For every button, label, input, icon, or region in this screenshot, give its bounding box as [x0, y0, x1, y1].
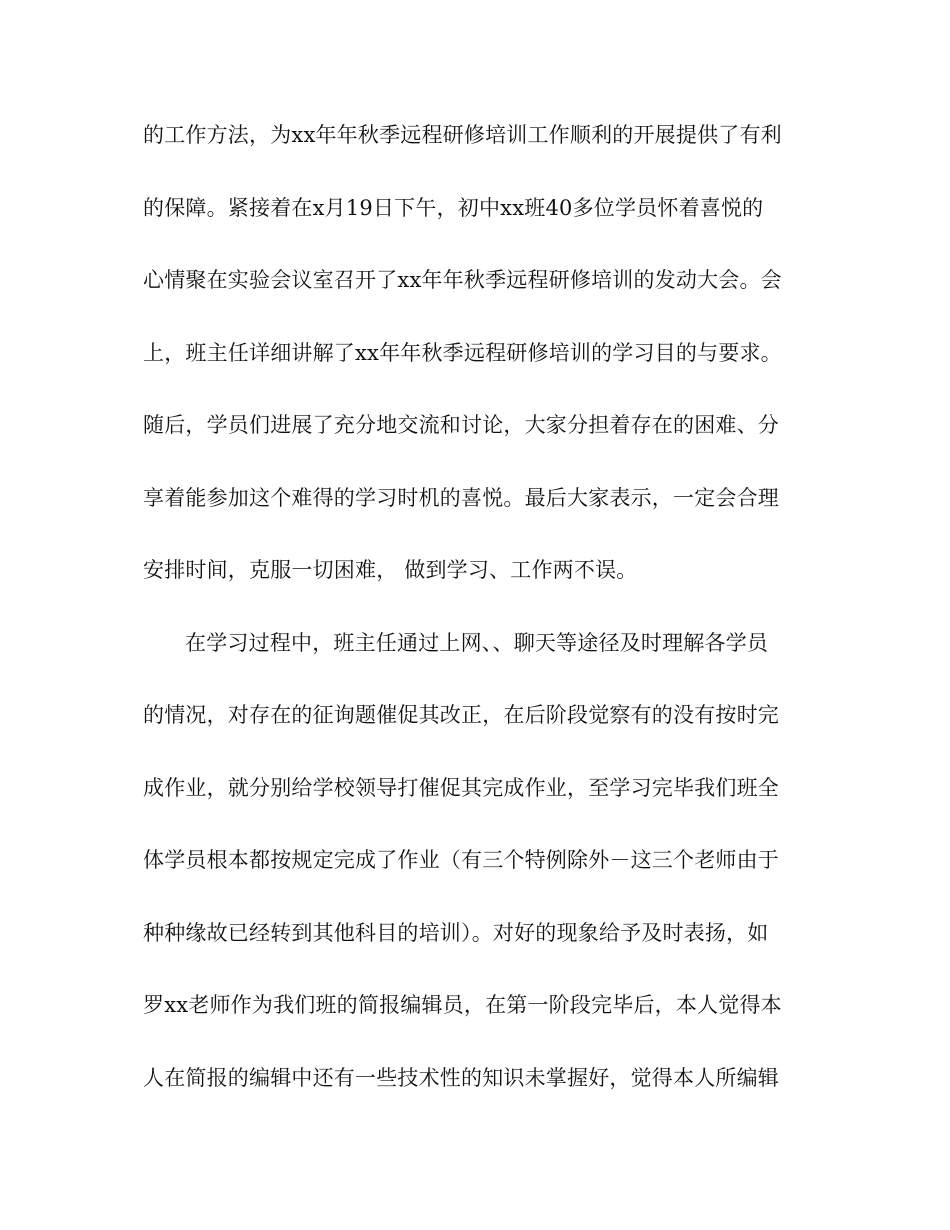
body-text — [143, 122, 823, 1137]
text-line: 的工作方法，为xx年年秋季远程研修培训工作顺利的开展提供了有利 — [143, 123, 782, 147]
text-line: 的情况，对存在的征询题催促其改正，在后阶段觉察有的没有按时完 — [143, 703, 779, 727]
text-line: 上，班主任详细讲解了xx年年秋季远程研修培训的学习目的与要求。 — [143, 340, 782, 365]
text-line: 享着能参加这个难得的学习时机的喜悦。最后大家表示，一定会合理 — [143, 485, 779, 510]
text-line: 成作业，就分别给学校领导打催促其完成作业，至学习完毕我们班全 — [143, 775, 779, 800]
text-line: 体学员根本都按规定完成了作业（有三个特例除外－这三个老师由于 — [143, 848, 779, 872]
text-line: 种种缘故已经转到其他科目的培训）。对好的现象给予及时表扬，如 — [143, 920, 769, 945]
paragraph-first-line: 在学习过程中，班主任通过上网、、聊天等途径及时理解各学员 — [185, 630, 769, 655]
text-line: 安排时间，克服一切困难， 做到学习、工作两不误。 — [143, 558, 638, 582]
text-line: 罗xx老师作为我们班的简报编辑员，在第一阶段完毕后，本人觉得本 — [143, 993, 782, 1017]
text-line: 心情聚在实验会议室召开了xx年年秋季远程研修培训的发动大会。会 — [143, 268, 782, 292]
text-line: 人在简报的编辑中还有一些技术性的知识未掌握好，觉得本人所编辑 — [143, 1065, 779, 1090]
text-line: 的保障。紧接着在x月19日下午，初中xx班40多位学员怀着喜悦的 — [143, 195, 764, 220]
text-line: 随后，学员们进展了充分地交流和讨论，大家分担着存在的困难、分 — [143, 413, 779, 437]
